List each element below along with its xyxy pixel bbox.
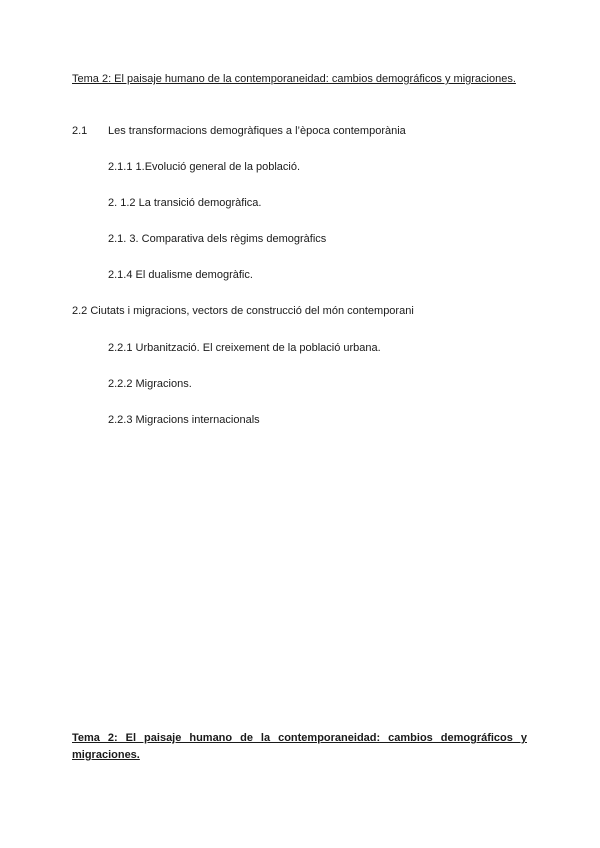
- section-number: 2.1: [72, 125, 88, 137]
- subsection-item: 2.1.4 El dualisme demogràfic.: [108, 269, 253, 281]
- document-footer-title: Tema 2: El paisaje humano de la contemporaneidad: cambios demográficos y migraciones.: [72, 732, 527, 761]
- document-header-title: Tema 2: El paisaje humano de la contemporaneidad: cambios demográficos y migraciones.: [72, 73, 516, 85]
- subsection-item: 2.2.2 Migracions.: [108, 378, 192, 390]
- subsection-item: 2.2.1 Urbanització. El creixement de la població urbana.: [108, 342, 381, 354]
- subsection-item: 2.2.3 Migracions internacionals: [108, 414, 260, 426]
- section-title: Les transformacions demogràfiques a l’època contemporània: [108, 125, 406, 137]
- subsection-item: 2.1. 3. Comparativa dels règims demogràfics: [108, 233, 327, 245]
- subsection-item: 2.1.1 1.Evolució general de la població.: [108, 161, 301, 173]
- section-title: 2.2 Ciutats i migracions, vectors de construcció del món contemporani: [72, 305, 414, 317]
- subsection-item: 2. 1.2 La transició demogràfica.: [108, 197, 262, 209]
